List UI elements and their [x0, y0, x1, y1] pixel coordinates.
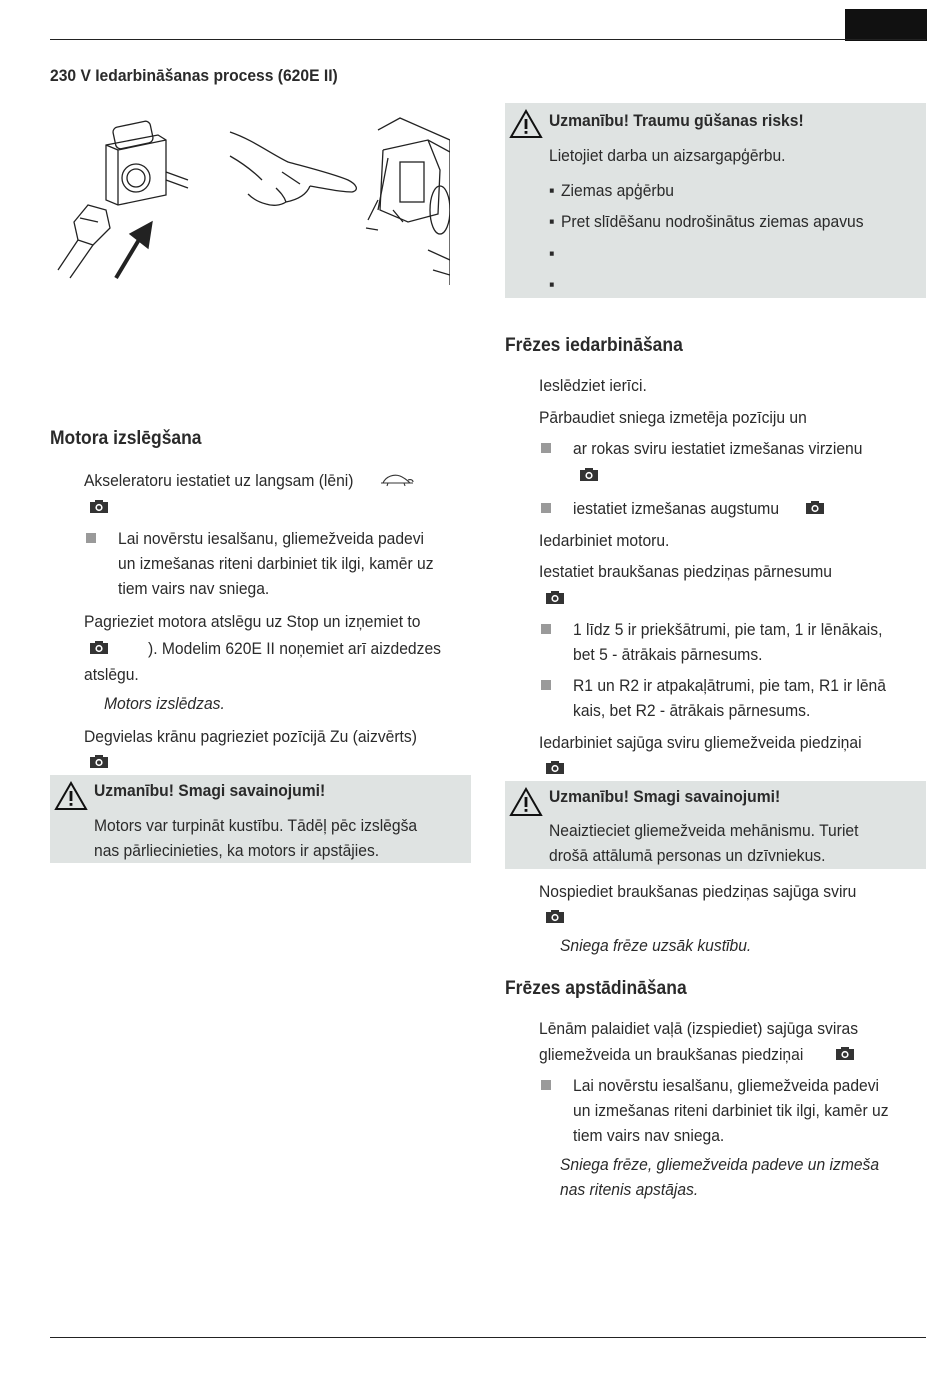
stop-result-line2: nas ritenis apstājas. — [560, 1180, 699, 1199]
warning-bullet-empty — [549, 241, 561, 266]
start-step1: Ieslēdziet ierīci. — [539, 376, 647, 395]
start-bullet-reverse-line1: R1 un R2 ir atpakaļātrumi, pie tam, R1 ir lēnā — [573, 676, 886, 695]
camera-icon — [806, 501, 824, 514]
start-step5: Iedarbiniet sajūga sviru gliemežveida piedziņai — [539, 733, 862, 752]
warning-box-risk — [505, 103, 926, 298]
start-bullet-height: iestatiet izmešanas augstumu — [573, 499, 780, 518]
warning-intro: Lietojiet darba un aizsargapģērbu. — [549, 146, 786, 165]
page-title: 230 V Iedarbināšanas process (620E II) — [50, 66, 338, 85]
camera-icon — [90, 755, 108, 768]
stop-step1-line1: Lēnām palaidiet vaļā (izspiediet) sajūga sviras — [539, 1019, 859, 1038]
warning-box-injury-right — [505, 781, 926, 869]
motor-off-result: Motors izslēdzas. — [104, 694, 225, 713]
warning-triangle-icon — [509, 787, 543, 817]
bullet-square — [541, 443, 551, 453]
stop-bullet-line1: Lai novērstu iesalšanu, gliemežveida padevi — [573, 1076, 880, 1095]
motor-off-step3: Degvielas krānu pagrieziet pozīcijā Zu (aizvērts) — [84, 727, 417, 746]
warning-text-line2: drošā attālumā personas un dzīvniekus. — [549, 846, 826, 865]
warning-title: Uzmanību! Traumu gūšanas risks! — [549, 111, 804, 130]
motor-off-bullet-line3: tiem vairs nav sniega. — [118, 579, 270, 598]
header-rule — [50, 39, 926, 40]
stop-step1-line2: gliemežveida un braukšanas piedziņai — [539, 1045, 804, 1064]
warning-bullet-empty — [549, 272, 561, 297]
warning-box-injury-left — [50, 775, 471, 863]
start-step6: Nospiediet braukšanas piedziņas sajūga sviru — [539, 882, 857, 901]
motor-off-step2-line2: ). Modelim 620E II noņemiet arī aizdedzes — [148, 639, 441, 658]
motor-off-bullet-line2: un izmešanas riteni darbiniet tik ilgi, kamēr uz — [118, 554, 434, 573]
start-result: Sniega frēze uzsāk kustību. — [560, 936, 752, 955]
camera-icon — [90, 500, 108, 513]
camera-icon — [546, 761, 564, 774]
start-bullet-forward-line1: 1 līdz 5 ir priekšātrumi, pie tam, 1 ir lēnākais, — [573, 620, 883, 639]
camera-icon — [546, 910, 564, 923]
warning-triangle-icon — [54, 781, 88, 811]
camera-icon — [546, 591, 564, 604]
camera-icon — [836, 1047, 854, 1060]
stop-bullet-line3: tiem vairs nav sniega. — [573, 1126, 725, 1145]
camera-icon — [580, 468, 598, 481]
motor-off-step2-line3: atslēgu. — [84, 665, 139, 684]
camera-icon — [90, 641, 108, 654]
warning-text-line2: nas pārliecinieties, ka motors ir apstājies. — [94, 841, 380, 860]
stop-result-line1: Sniega frēze, gliemežveida padeve un izmeša — [560, 1155, 880, 1174]
section-heading-stop: Frēzes apstādināšana — [505, 978, 687, 999]
footer-rule — [50, 1337, 926, 1338]
warning-text-line1: Motors var turpināt kustību. Tādēļ pēc izslēgša — [94, 816, 418, 835]
warning-title: Uzmanību! Smagi savainojumi! — [549, 787, 781, 806]
header-tab-block — [845, 9, 927, 41]
start-step2: Pārbaudiet sniega izmetēja pozīciju un — [539, 408, 807, 427]
bullet-square — [541, 624, 551, 634]
start-bullet-direction: ar rokas sviru iestatiet izmešanas virzienu — [573, 439, 863, 458]
bullet-square — [541, 1080, 551, 1090]
startup-illustration — [48, 110, 450, 285]
start-step4: Iestatiet braukšanas piedziņas pārnesumu — [539, 562, 832, 581]
bullet-square — [86, 533, 96, 543]
section-heading-start: Frēzes iedarbināšana — [505, 335, 683, 356]
warning-bullet-winter-shoes: ▪ Pret slīdēšanu nodrošinātus ziemas apavus — [549, 209, 864, 234]
bullet-square — [541, 680, 551, 690]
motor-off-step2-line1: Pagrieziet motora atslēgu uz Stop un izņemiet to — [84, 612, 421, 631]
stop-bullet-line2: un izmešanas riteni darbiniet tik ilgi, kamēr uz — [573, 1101, 889, 1120]
motor-off-bullet-line1: Lai novērstu iesalšanu, gliemežveida padevi — [118, 529, 425, 548]
warning-bullet-winter-clothes: ▪ Ziemas apģērbu — [549, 178, 674, 203]
start-bullet-forward-line2: bet 5 - ātrākais pārnesums. — [573, 645, 763, 664]
start-step3: Iedarbiniet motoru. — [539, 531, 670, 550]
section-heading-motor-off: Motora izslēgšana — [50, 428, 202, 449]
start-bullet-reverse-line2: kais, bet R2 - ātrākais pārnesums. — [573, 701, 811, 720]
warning-triangle-icon — [509, 109, 543, 139]
bullet-square — [541, 503, 551, 513]
motor-off-step1: Akseleratoru iestatiet uz langsam (lēni) — [84, 471, 354, 490]
warning-text-line1: Neaiztieciet gliemežveida mehānismu. Turiet — [549, 821, 859, 840]
warning-title: Uzmanību! Smagi savainojumi! — [94, 781, 326, 800]
turtle-icon — [380, 472, 414, 488]
